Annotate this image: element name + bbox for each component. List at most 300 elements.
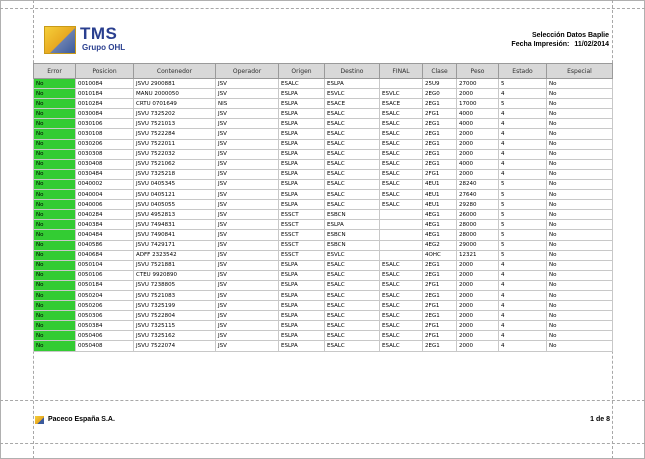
cell-destino: ESALC	[325, 119, 380, 129]
brand-subtitle: Grupo OHL	[82, 43, 126, 52]
cell-estado: 4	[499, 301, 547, 311]
cell-posicion: 0040004	[76, 190, 134, 200]
cell-operador: JSV	[216, 341, 279, 351]
cell-clase: 2EG1	[423, 270, 457, 280]
cell-clase: 25U9	[423, 79, 457, 89]
cell-estado: 4	[499, 290, 547, 300]
cell-posicion: 0050384	[76, 321, 134, 331]
table-row[interactable]	[34, 331, 613, 341]
cell-clase: 4EG1	[423, 230, 457, 240]
table-row[interactable]	[34, 240, 613, 250]
cell-contenedor: JSVU 7522032	[134, 149, 216, 159]
cell-error: No	[34, 250, 76, 260]
cell-final: ESALC	[380, 341, 423, 351]
cell-contenedor: ADFF 2323542	[134, 250, 216, 260]
column-header-final: FINAL	[380, 64, 423, 79]
table-row[interactable]	[34, 220, 613, 230]
cell-contenedor: JSVU 7490841	[134, 230, 216, 240]
cell-operador: JSV	[216, 290, 279, 300]
cell-posicion: 0030108	[76, 129, 134, 139]
cell-operador: JSV	[216, 260, 279, 270]
cell-destino: ESALC	[325, 129, 380, 139]
cell-posicion: 0040684	[76, 250, 134, 260]
cell-final	[380, 240, 423, 250]
cell-clase: 2FG1	[423, 109, 457, 119]
cell-error: No	[34, 220, 76, 230]
cell-final: ESALC	[380, 200, 423, 210]
table-row[interactable]	[34, 190, 613, 200]
table-row[interactable]	[34, 200, 613, 210]
cell-clase: 2FG1	[423, 169, 457, 179]
cell-error: No	[34, 149, 76, 159]
column-header-peso: Peso	[457, 64, 499, 79]
cell-especial: No	[547, 341, 613, 351]
cell-operador: JSV	[216, 109, 279, 119]
cell-contenedor: JSVU 7494831	[134, 220, 216, 230]
cell-contenedor: JSVU 4952813	[134, 210, 216, 220]
cell-origen: ESLPA	[279, 169, 325, 179]
cell-clase: 4OHC	[423, 250, 457, 260]
cell-especial: No	[547, 250, 613, 260]
cell-operador: JSV	[216, 89, 279, 99]
cell-final: ESALC	[380, 129, 423, 139]
cell-error: No	[34, 169, 76, 179]
cell-origen: ESLPA	[279, 190, 325, 200]
cell-especial: No	[547, 230, 613, 240]
cell-peso: 4000	[457, 159, 499, 169]
cell-operador: JSV	[216, 159, 279, 169]
cell-final: ESALC	[380, 270, 423, 280]
cell-peso: 2000	[457, 260, 499, 270]
logo-image-icon	[44, 26, 76, 54]
cell-destino: ESALC	[325, 149, 380, 159]
cell-operador: JSV	[216, 200, 279, 210]
cell-operador: JSV	[216, 311, 279, 321]
cell-contenedor: JSVU 7521062	[134, 159, 216, 169]
cell-clase: 2FG1	[423, 331, 457, 341]
cell-especial: No	[547, 290, 613, 300]
cell-clase: 2EG0	[423, 89, 457, 99]
cell-final	[380, 79, 423, 89]
table-row[interactable]	[34, 119, 613, 129]
cell-error: No	[34, 280, 76, 290]
cell-clase: 2EG1	[423, 119, 457, 129]
cell-destino: ESALC	[325, 200, 380, 210]
company-logo-icon	[35, 416, 44, 424]
cell-error: No	[34, 139, 76, 149]
cell-especial: No	[547, 159, 613, 169]
table-row[interactable]	[34, 321, 613, 331]
cell-origen: ESSCT	[279, 250, 325, 260]
cell-peso: 27640	[457, 190, 499, 200]
cell-error: No	[34, 179, 76, 189]
cell-estado: 5	[499, 210, 547, 220]
cell-destino: ESVLC	[325, 89, 380, 99]
cell-especial: No	[547, 169, 613, 179]
cell-destino: ESALC	[325, 280, 380, 290]
cell-operador: JSV	[216, 179, 279, 189]
cell-estado: 5	[499, 99, 547, 109]
cell-estado: 5	[499, 190, 547, 200]
cell-peso: 26000	[457, 210, 499, 220]
cell-especial: No	[547, 220, 613, 230]
cell-origen: ESLPA	[279, 321, 325, 331]
cell-especial: No	[547, 240, 613, 250]
cell-error: No	[34, 89, 76, 99]
table-row[interactable]	[34, 311, 613, 321]
cell-clase: 2EG1	[423, 290, 457, 300]
cell-peso: 29000	[457, 240, 499, 250]
table-row[interactable]	[34, 129, 613, 139]
margin-guide-top	[0, 8, 645, 9]
table-row[interactable]	[34, 280, 613, 290]
cell-posicion: 0040002	[76, 179, 134, 189]
cell-operador: JSV	[216, 250, 279, 260]
cell-operador: JSV	[216, 270, 279, 280]
table-row[interactable]	[34, 260, 613, 270]
table-row[interactable]	[34, 79, 613, 89]
cell-final: ESALC	[380, 301, 423, 311]
cell-destino: ESALC	[325, 159, 380, 169]
cell-clase: 2EG1	[423, 311, 457, 321]
cell-origen: ESSCT	[279, 210, 325, 220]
print-date-value: 11/02/2014	[574, 41, 609, 48]
cell-final: ESALC	[380, 159, 423, 169]
cell-posicion: 0030106	[76, 119, 134, 129]
table-row[interactable]	[34, 341, 613, 351]
table-row[interactable]	[34, 230, 613, 240]
cell-peso: 2000	[457, 169, 499, 179]
cell-estado: 4	[499, 311, 547, 321]
cell-posicion: 0040006	[76, 200, 134, 210]
cell-destino: ESBCN	[325, 230, 380, 240]
cell-especial: No	[547, 321, 613, 331]
cell-especial: No	[547, 190, 613, 200]
cell-contenedor: MANU 2000050	[134, 89, 216, 99]
column-header-estado: Estado	[499, 64, 547, 79]
cell-destino: ESALC	[325, 311, 380, 321]
cell-contenedor: JSVU 7522804	[134, 311, 216, 321]
cell-origen: ESLPA	[279, 109, 325, 119]
cell-operador: NIS	[216, 99, 279, 109]
cell-estado: 4	[499, 321, 547, 331]
cell-clase: 4EU1	[423, 179, 457, 189]
tms-logo	[44, 24, 130, 58]
column-header-especial: Especial	[547, 64, 613, 79]
cell-estado: 5	[499, 230, 547, 240]
cell-estado: 4	[499, 109, 547, 119]
cell-contenedor: CTEU 9920890	[134, 270, 216, 280]
cell-posicion: 0010084	[76, 79, 134, 89]
cell-error: No	[34, 190, 76, 200]
cell-peso: 28000	[457, 230, 499, 240]
cell-final: ESVLC	[380, 89, 423, 99]
cell-final	[380, 250, 423, 260]
cell-contenedor: JSVU 7521083	[134, 290, 216, 300]
table-row[interactable]	[34, 109, 613, 119]
cell-error: No	[34, 230, 76, 240]
cell-estado: 4	[499, 149, 547, 159]
report-header	[511, 31, 609, 49]
cell-operador: JSV	[216, 129, 279, 139]
cell-operador: JSV	[216, 240, 279, 250]
cell-posicion: 0050184	[76, 280, 134, 290]
table-row[interactable]	[34, 149, 613, 159]
cell-error: No	[34, 79, 76, 89]
table-row[interactable]	[34, 89, 613, 99]
cell-peso: 28000	[457, 220, 499, 230]
cell-origen: ESLPA	[279, 331, 325, 341]
cell-operador: JSV	[216, 169, 279, 179]
cell-peso: 28240	[457, 179, 499, 189]
cell-error: No	[34, 240, 76, 250]
cell-posicion: 0030484	[76, 169, 134, 179]
cell-origen: ESLPA	[279, 89, 325, 99]
cell-contenedor: JSVU 7325162	[134, 331, 216, 341]
cell-posicion: 0030408	[76, 159, 134, 169]
cell-origen: ESLPA	[279, 119, 325, 129]
cell-especial: No	[547, 301, 613, 311]
table-row[interactable]	[34, 301, 613, 311]
cell-estado: 4	[499, 159, 547, 169]
cell-origen: ESLPA	[279, 179, 325, 189]
cell-origen: ESLPA	[279, 260, 325, 270]
cell-contenedor: JSVU 7429171	[134, 240, 216, 250]
cell-destino: ESBCN	[325, 210, 380, 220]
cell-peso: 27000	[457, 79, 499, 89]
cell-destino: ESALC	[325, 321, 380, 331]
cell-origen: ESLPA	[279, 149, 325, 159]
cell-contenedor: JSVU 7325202	[134, 109, 216, 119]
cell-peso: 2000	[457, 290, 499, 300]
baplie-table	[33, 63, 613, 352]
table-row[interactable]	[34, 290, 613, 300]
cell-contenedor: JSVU 7325199	[134, 301, 216, 311]
cell-especial: No	[547, 260, 613, 270]
cell-operador: JSV	[216, 230, 279, 240]
cell-posicion: 0040284	[76, 210, 134, 220]
column-header-contenedor: Contenedor	[134, 64, 216, 79]
cell-especial: No	[547, 331, 613, 341]
cell-peso: 2000	[457, 311, 499, 321]
cell-clase: 4EG1	[423, 210, 457, 220]
table-row[interactable]	[34, 169, 613, 179]
cell-posicion: 0050106	[76, 270, 134, 280]
cell-estado: 4	[499, 331, 547, 341]
cell-especial: No	[547, 280, 613, 290]
cell-contenedor: JSVU 7521013	[134, 119, 216, 129]
cell-operador: JSV	[216, 301, 279, 311]
cell-destino: ESALC	[325, 341, 380, 351]
table-row[interactable]	[34, 270, 613, 280]
cell-posicion: 0030084	[76, 109, 134, 119]
cell-clase: 4EU1	[423, 200, 457, 210]
cell-peso: 2000	[457, 270, 499, 280]
cell-origen: ESLPA	[279, 290, 325, 300]
cell-final: ESALC	[380, 139, 423, 149]
cell-estado: 4	[499, 341, 547, 351]
cell-origen: ESLPA	[279, 99, 325, 109]
cell-final: ESALC	[380, 179, 423, 189]
cell-peso: 2000	[457, 139, 499, 149]
cell-especial: No	[547, 119, 613, 129]
cell-estado: 5	[499, 220, 547, 230]
cell-contenedor: JSVU 7522074	[134, 341, 216, 351]
margin-guide-bottom	[0, 443, 645, 444]
cell-destino: ESVLC	[325, 250, 380, 260]
cell-final: ESALC	[380, 109, 423, 119]
cell-origen: ESLPA	[279, 200, 325, 210]
cell-final: ESALC	[380, 260, 423, 270]
cell-operador: JSV	[216, 321, 279, 331]
cell-especial: No	[547, 129, 613, 139]
cell-estado: 4	[499, 280, 547, 290]
cell-operador: JSV	[216, 119, 279, 129]
cell-peso: 4000	[457, 119, 499, 129]
cell-posicion: 0040586	[76, 240, 134, 250]
cell-especial: No	[547, 89, 613, 99]
cell-peso: 2000	[457, 129, 499, 139]
table-row[interactable]	[34, 99, 613, 109]
cell-error: No	[34, 341, 76, 351]
cell-peso: 2000	[457, 89, 499, 99]
cell-clase: 2EG1	[423, 139, 457, 149]
cell-peso: 2000	[457, 341, 499, 351]
cell-estado: 4	[499, 270, 547, 280]
cell-destino: ESALC	[325, 190, 380, 200]
cell-final: ESALC	[380, 119, 423, 129]
cell-estado: 5	[499, 250, 547, 260]
cell-posicion: 0030308	[76, 149, 134, 159]
cell-posicion: 0010184	[76, 89, 134, 99]
cell-final: ESALC	[380, 149, 423, 159]
cell-posicion: 0010284	[76, 99, 134, 109]
cell-contenedor: JSVU 7238805	[134, 280, 216, 290]
cell-peso: 2000	[457, 149, 499, 159]
cell-estado: 4	[499, 89, 547, 99]
table-row[interactable]	[34, 139, 613, 149]
cell-peso: 2000	[457, 321, 499, 331]
print-date-label: Fecha Impresión:	[511, 41, 570, 48]
cell-destino: ESALC	[325, 331, 380, 341]
cell-clase: 2EG1	[423, 129, 457, 139]
cell-posicion: 0030206	[76, 139, 134, 149]
cell-error: No	[34, 129, 76, 139]
cell-operador: JSV	[216, 210, 279, 220]
cell-estado: 4	[499, 129, 547, 139]
column-header-origen: Origen	[279, 64, 325, 79]
cell-especial: No	[547, 139, 613, 149]
cell-error: No	[34, 311, 76, 321]
cell-posicion: 0050306	[76, 311, 134, 321]
cell-error: No	[34, 119, 76, 129]
cell-final: ESALC	[380, 190, 423, 200]
cell-posicion: 0050104	[76, 260, 134, 270]
cell-destino: ESALC	[325, 260, 380, 270]
cell-origen: ESLPA	[279, 139, 325, 149]
table-header-row	[34, 64, 613, 79]
cell-destino: ESALC	[325, 169, 380, 179]
cell-peso: 2000	[457, 331, 499, 341]
print-date	[511, 40, 609, 49]
cell-operador: JSV	[216, 220, 279, 230]
cell-final: ESALC	[380, 280, 423, 290]
cell-error: No	[34, 260, 76, 270]
cell-destino: ESACE	[325, 99, 380, 109]
cell-estado: 5	[499, 200, 547, 210]
cell-final	[380, 210, 423, 220]
cell-final: ESALC	[380, 321, 423, 331]
cell-clase: 2EG1	[423, 149, 457, 159]
cell-origen: ESLPA	[279, 301, 325, 311]
cell-operador: JSV	[216, 149, 279, 159]
cell-contenedor: JSVU 7521881	[134, 260, 216, 270]
cell-estado: 4	[499, 119, 547, 129]
cell-clase: 2FG1	[423, 301, 457, 311]
cell-especial: No	[547, 270, 613, 280]
cell-destino: ESLPA	[325, 79, 380, 89]
table-row[interactable]	[34, 159, 613, 169]
cell-operador: JSV	[216, 190, 279, 200]
cell-contenedor: CRTU 0701649	[134, 99, 216, 109]
cell-error: No	[34, 290, 76, 300]
cell-final: ESALC	[380, 311, 423, 321]
cell-estado: 5	[499, 79, 547, 89]
cell-posicion: 0050206	[76, 301, 134, 311]
cell-origen: ESSCT	[279, 230, 325, 240]
cell-posicion: 0050406	[76, 331, 134, 341]
cell-especial: No	[547, 210, 613, 220]
cell-especial: No	[547, 99, 613, 109]
table-row[interactable]	[34, 250, 613, 260]
cell-contenedor: JSVU 2900881	[134, 79, 216, 89]
footer-company: Paceco España S.A.	[48, 416, 115, 423]
cell-error: No	[34, 210, 76, 220]
cell-destino: ESALC	[325, 139, 380, 149]
cell-especial: No	[547, 79, 613, 89]
brand-name: TMS	[80, 24, 118, 43]
cell-estado: 4	[499, 139, 547, 149]
cell-operador: JSV	[216, 139, 279, 149]
cell-error: No	[34, 331, 76, 341]
cell-clase: 2FG1	[423, 280, 457, 290]
table-row[interactable]	[34, 179, 613, 189]
cell-peso: 29280	[457, 200, 499, 210]
cell-especial: No	[547, 149, 613, 159]
cell-origen: ESLPA	[279, 280, 325, 290]
cell-posicion: 0050408	[76, 341, 134, 351]
cell-final: ESACE	[380, 99, 423, 109]
cell-origen: ESSCT	[279, 220, 325, 230]
cell-destino: ESALC	[325, 290, 380, 300]
column-header-clase: Clase	[423, 64, 457, 79]
cell-clase: 4EU1	[423, 190, 457, 200]
cell-origen: ESALC	[279, 79, 325, 89]
cell-especial: No	[547, 311, 613, 321]
cell-contenedor: JSVU 0405055	[134, 200, 216, 210]
cell-posicion: 0040384	[76, 220, 134, 230]
cell-clase: 2FG1	[423, 321, 457, 331]
cell-clase: 2EG1	[423, 99, 457, 109]
cell-peso: 12321	[457, 250, 499, 260]
table-row[interactable]	[34, 210, 613, 220]
cell-error: No	[34, 99, 76, 109]
cell-operador: JSV	[216, 331, 279, 341]
cell-error: No	[34, 109, 76, 119]
cell-peso: 4000	[457, 109, 499, 119]
column-header-error: Error	[34, 64, 76, 79]
cell-contenedor: JSVU 7522011	[134, 139, 216, 149]
